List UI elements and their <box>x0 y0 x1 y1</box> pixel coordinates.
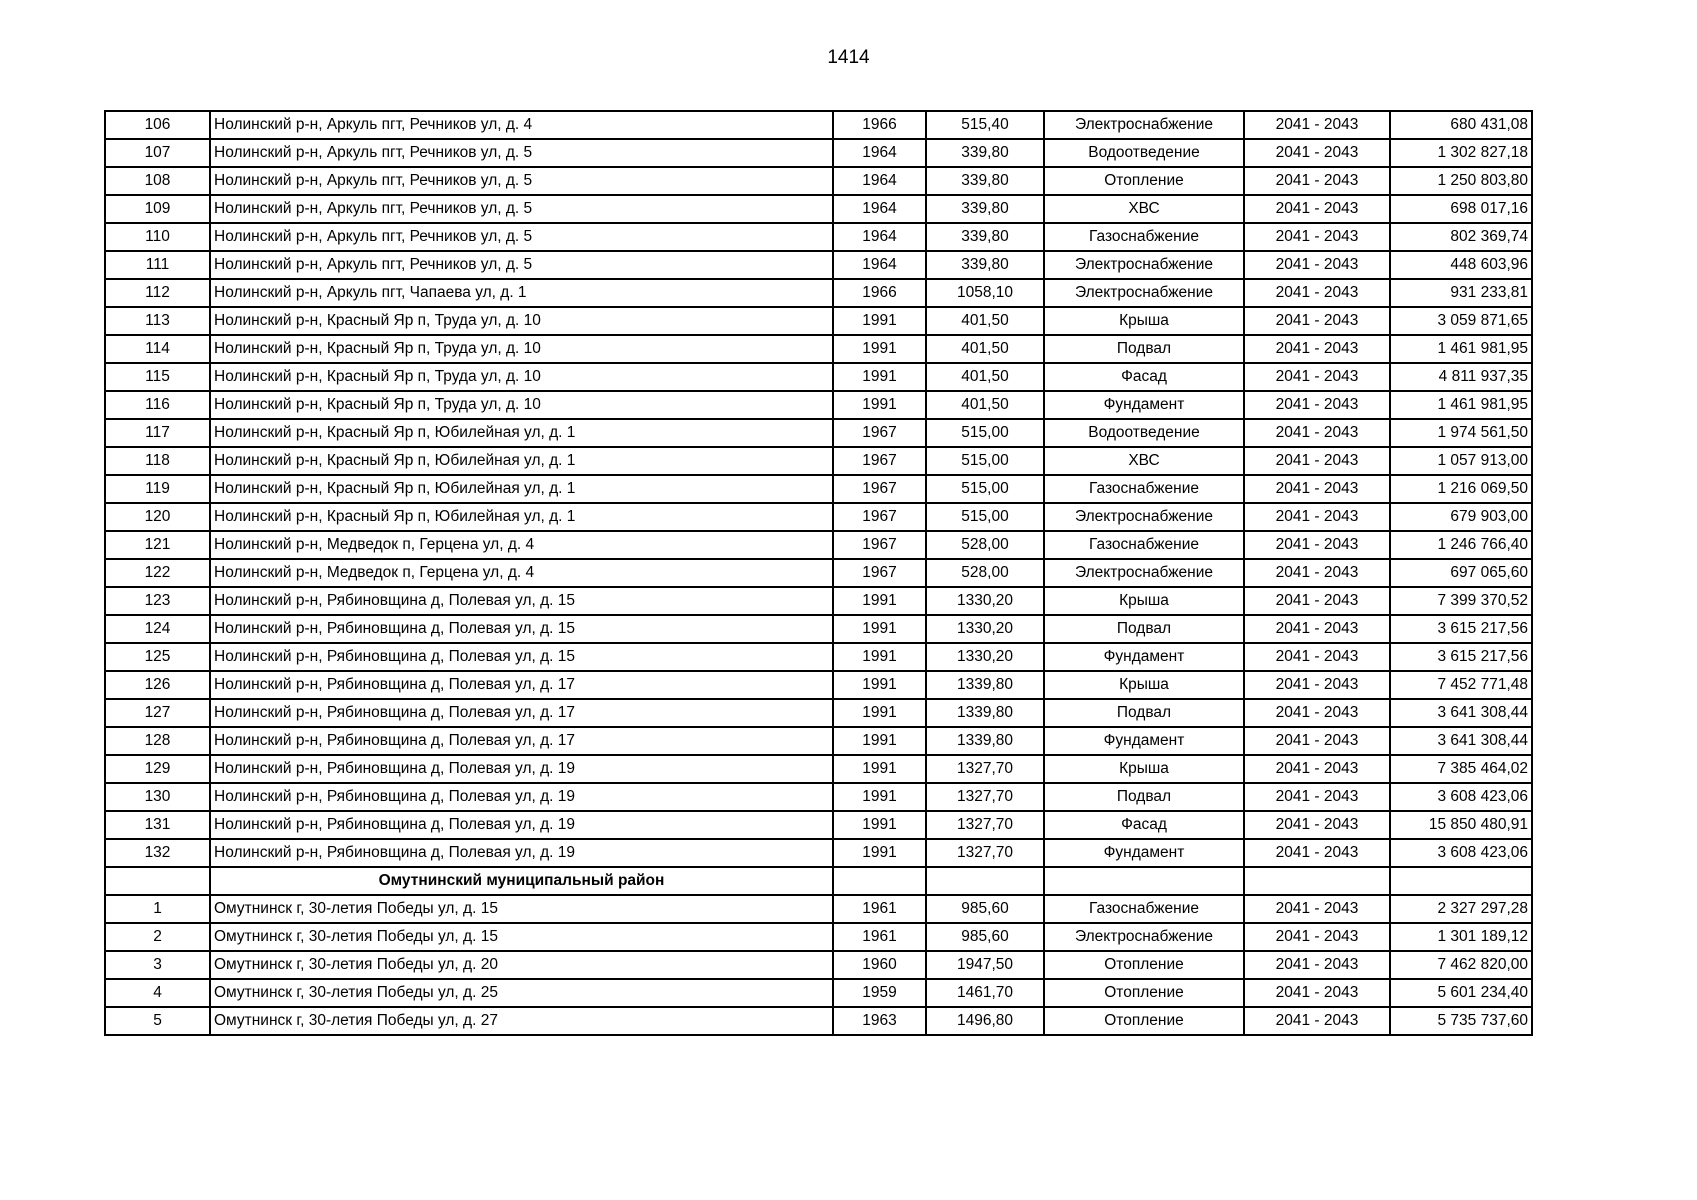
period-cell: 2041 - 2043 <box>1244 419 1390 447</box>
work-type-cell: Отопление <box>1044 1007 1244 1035</box>
area-cell: 515,00 <box>926 447 1044 475</box>
table-row <box>105 419 1532 447</box>
page-number: 1414 <box>827 47 870 68</box>
address-cell: Нолинский р-н, Рябиновщина д, Полевая ул, д. 19 <box>210 783 833 811</box>
area-cell: 401,50 <box>926 307 1044 335</box>
cost-cell: 1 250 803,80 <box>1390 167 1532 195</box>
area-cell: 1330,20 <box>926 587 1044 615</box>
area-cell: 1330,20 <box>926 643 1044 671</box>
row-number: 112 <box>105 279 210 307</box>
period-cell: 2041 - 2043 <box>1244 223 1390 251</box>
row-number: 125 <box>105 643 210 671</box>
table-row <box>105 923 1532 951</box>
table-row <box>105 335 1532 363</box>
work-type-cell: Крыша <box>1044 307 1244 335</box>
area-cell: 1327,70 <box>926 755 1044 783</box>
year-cell: 1991 <box>833 811 926 839</box>
table-row <box>105 559 1532 587</box>
address-cell: Нолинский р-н, Рябиновщина д, Полевая ул, д. 15 <box>210 643 833 671</box>
area-cell: 339,80 <box>926 223 1044 251</box>
cost-cell: 2 327 297,28 <box>1390 895 1532 923</box>
address-cell: Нолинский р-н, Рябиновщина д, Полевая ул, д. 19 <box>210 839 833 867</box>
year-cell: 1991 <box>833 671 926 699</box>
table-row <box>105 783 1532 811</box>
area-cell: 1058,10 <box>926 279 1044 307</box>
table-row <box>105 391 1532 419</box>
cost-cell: 5 601 234,40 <box>1390 979 1532 1007</box>
row-number: 113 <box>105 307 210 335</box>
row-number: 110 <box>105 223 210 251</box>
table-row <box>105 671 1532 699</box>
year-cell: 1964 <box>833 139 926 167</box>
row-number: 124 <box>105 615 210 643</box>
period-cell: 2041 - 2043 <box>1244 475 1390 503</box>
table-row <box>105 279 1532 307</box>
year-cell: 1964 <box>833 251 926 279</box>
address-cell: Нолинский р-н, Аркуль пгт, Речников ул, д. 4 <box>210 111 833 139</box>
area-cell: 515,40 <box>926 111 1044 139</box>
row-number: 131 <box>105 811 210 839</box>
period-cell: 2041 - 2043 <box>1244 643 1390 671</box>
work-type-cell: Фундамент <box>1044 839 1244 867</box>
table-body <box>105 111 1532 1035</box>
year-cell: 1964 <box>833 223 926 251</box>
table-row <box>105 699 1532 727</box>
period-cell: 2041 - 2043 <box>1244 559 1390 587</box>
work-type-cell: Электроснабжение <box>1044 559 1244 587</box>
address-cell: Омутнинск г, 30-летия Победы ул, д. 15 <box>210 895 833 923</box>
work-type-cell: Электроснабжение <box>1044 923 1244 951</box>
period-cell: 2041 - 2043 <box>1244 363 1390 391</box>
work-type-cell: Отопление <box>1044 979 1244 1007</box>
work-type-cell: Подвал <box>1044 699 1244 727</box>
cost-cell: 7 399 370,52 <box>1390 587 1532 615</box>
address-cell: Нолинский р-н, Красный Яр п, Труда ул, д. 10 <box>210 335 833 363</box>
cost-cell: 1 057 913,00 <box>1390 447 1532 475</box>
row-number: 115 <box>105 363 210 391</box>
work-type-cell: ХВС <box>1044 195 1244 223</box>
work-type-cell: Подвал <box>1044 783 1244 811</box>
year-cell: 1991 <box>833 727 926 755</box>
area-cell: 401,50 <box>926 335 1044 363</box>
period-cell: 2041 - 2043 <box>1244 167 1390 195</box>
work-type-cell: Газоснабжение <box>1044 475 1244 503</box>
area-cell: 339,80 <box>926 167 1044 195</box>
work-type-cell: Электроснабжение <box>1044 279 1244 307</box>
row-number <box>105 867 210 895</box>
year-cell: 1959 <box>833 979 926 1007</box>
row-number: 129 <box>105 755 210 783</box>
table-row <box>105 447 1532 475</box>
period-cell: 2041 - 2043 <box>1244 951 1390 979</box>
address-cell: Нолинский р-н, Медведок п, Герцена ул, д. 4 <box>210 531 833 559</box>
period-cell: 2041 - 2043 <box>1244 839 1390 867</box>
table-row <box>105 839 1532 867</box>
table-row <box>105 363 1532 391</box>
work-type-cell: Газоснабжение <box>1044 531 1244 559</box>
row-number: 117 <box>105 419 210 447</box>
table-row <box>105 111 1532 139</box>
period-cell: 2041 - 2043 <box>1244 783 1390 811</box>
cost-cell: 5 735 737,60 <box>1390 1007 1532 1035</box>
period-cell: 2041 - 2043 <box>1244 979 1390 1007</box>
period-cell: 2041 - 2043 <box>1244 615 1390 643</box>
table-row <box>105 475 1532 503</box>
area-cell: 985,60 <box>926 895 1044 923</box>
work-type-cell: Газоснабжение <box>1044 223 1244 251</box>
cost-cell: 3 608 423,06 <box>1390 839 1532 867</box>
work-type-cell: Крыша <box>1044 587 1244 615</box>
address-cell: Нолинский р-н, Рябиновщина д, Полевая ул, д. 15 <box>210 615 833 643</box>
cost-cell: 3 641 308,44 <box>1390 727 1532 755</box>
work-type-cell: Фундамент <box>1044 727 1244 755</box>
area-cell: 339,80 <box>926 195 1044 223</box>
cost-cell: 679 903,00 <box>1390 503 1532 531</box>
address-cell: Нолинский р-н, Аркуль пгт, Речников ул, д. 5 <box>210 223 833 251</box>
period-cell: 2041 - 2043 <box>1244 279 1390 307</box>
table-row <box>105 755 1532 783</box>
row-number: 123 <box>105 587 210 615</box>
row-number: 109 <box>105 195 210 223</box>
address-cell: Нолинский р-н, Красный Яр п, Труда ул, д. 10 <box>210 391 833 419</box>
address-cell: Нолинский р-н, Красный Яр п, Юбилейная ул, д. 1 <box>210 447 833 475</box>
work-type-cell: Фасад <box>1044 811 1244 839</box>
period-cell: 2041 - 2043 <box>1244 503 1390 531</box>
area-cell: 401,50 <box>926 391 1044 419</box>
year-cell: 1991 <box>833 587 926 615</box>
area-cell: 339,80 <box>926 251 1044 279</box>
period-cell: 2041 - 2043 <box>1244 671 1390 699</box>
work-type-cell: Крыша <box>1044 755 1244 783</box>
work-type-cell: Крыша <box>1044 671 1244 699</box>
area-cell: 515,00 <box>926 419 1044 447</box>
year-cell: 1964 <box>833 195 926 223</box>
cost-cell: 1 974 561,50 <box>1390 419 1532 447</box>
area-cell: 1330,20 <box>926 615 1044 643</box>
year-cell: 1991 <box>833 615 926 643</box>
row-number: 114 <box>105 335 210 363</box>
cost-cell: 1 246 766,40 <box>1390 531 1532 559</box>
cost-cell: 3 608 423,06 <box>1390 783 1532 811</box>
table-row <box>105 139 1532 167</box>
table-row <box>105 531 1532 559</box>
cost-cell: 698 017,16 <box>1390 195 1532 223</box>
row-number: 132 <box>105 839 210 867</box>
row-number: 4 <box>105 979 210 1007</box>
row-number: 2 <box>105 923 210 951</box>
work-type-cell: Фундамент <box>1044 643 1244 671</box>
year-cell: 1991 <box>833 363 926 391</box>
address-cell: Нолинский р-н, Аркуль пгт, Речников ул, д. 5 <box>210 139 833 167</box>
address-cell: Нолинский р-н, Красный Яр п, Труда ул, д. 10 <box>210 363 833 391</box>
address-cell: Омутнинск г, 30-летия Победы ул, д. 20 <box>210 951 833 979</box>
address-cell: Нолинский р-н, Аркуль пгт, Речников ул, д. 5 <box>210 167 833 195</box>
work-type-cell: Газоснабжение <box>1044 895 1244 923</box>
section-title: Омутнинский муниципальный район <box>210 867 833 895</box>
table-row <box>105 195 1532 223</box>
table-row <box>105 587 1532 615</box>
row-number: 120 <box>105 503 210 531</box>
address-cell: Нолинский р-н, Аркуль пгт, Речников ул, д. 5 <box>210 251 833 279</box>
area-cell: 528,00 <box>926 531 1044 559</box>
cost-cell: 15 850 480,91 <box>1390 811 1532 839</box>
work-type-cell: Электроснабжение <box>1044 251 1244 279</box>
table-row <box>105 811 1532 839</box>
table-row <box>105 615 1532 643</box>
cost-cell: 3 615 217,56 <box>1390 643 1532 671</box>
row-number: 122 <box>105 559 210 587</box>
address-cell: Нолинский р-н, Красный Яр п, Труда ул, д. 10 <box>210 307 833 335</box>
year-cell: 1966 <box>833 111 926 139</box>
repair-schedule-table <box>104 110 1533 1036</box>
address-cell: Нолинский р-н, Рябиновщина д, Полевая ул, д. 17 <box>210 727 833 755</box>
period-cell: 2041 - 2043 <box>1244 307 1390 335</box>
area-cell: 1327,70 <box>926 811 1044 839</box>
cost-cell <box>1390 867 1532 895</box>
row-number: 118 <box>105 447 210 475</box>
row-number: 111 <box>105 251 210 279</box>
cost-cell: 1 301 189,12 <box>1390 923 1532 951</box>
area-cell: 1339,80 <box>926 727 1044 755</box>
row-number: 107 <box>105 139 210 167</box>
period-cell: 2041 - 2043 <box>1244 111 1390 139</box>
table-row <box>105 1007 1532 1035</box>
period-cell <box>1244 867 1390 895</box>
year-cell: 1967 <box>833 419 926 447</box>
area-cell: 528,00 <box>926 559 1044 587</box>
row-number: 5 <box>105 1007 210 1035</box>
area-cell: 1339,80 <box>926 699 1044 727</box>
area-cell <box>926 867 1044 895</box>
work-type-cell: Электроснабжение <box>1044 111 1244 139</box>
year-cell: 1967 <box>833 447 926 475</box>
row-number: 106 <box>105 111 210 139</box>
address-cell: Омутнинск г, 30-летия Победы ул, д. 27 <box>210 1007 833 1035</box>
row-number: 1 <box>105 895 210 923</box>
address-cell: Нолинский р-н, Рябиновщина д, Полевая ул, д. 17 <box>210 671 833 699</box>
area-cell: 515,00 <box>926 503 1044 531</box>
address-cell: Нолинский р-н, Рябиновщина д, Полевая ул, д. 17 <box>210 699 833 727</box>
cost-cell: 802 369,74 <box>1390 223 1532 251</box>
cost-cell: 3 059 871,65 <box>1390 307 1532 335</box>
area-cell: 339,80 <box>926 139 1044 167</box>
row-number: 119 <box>105 475 210 503</box>
period-cell: 2041 - 2043 <box>1244 531 1390 559</box>
table-row <box>105 895 1532 923</box>
period-cell: 2041 - 2043 <box>1244 895 1390 923</box>
table-row <box>105 643 1532 671</box>
cost-cell: 931 233,81 <box>1390 279 1532 307</box>
cost-cell: 680 431,08 <box>1390 111 1532 139</box>
year-cell: 1991 <box>833 307 926 335</box>
period-cell: 2041 - 2043 <box>1244 1007 1390 1035</box>
period-cell: 2041 - 2043 <box>1244 335 1390 363</box>
year-cell: 1964 <box>833 167 926 195</box>
cost-cell: 1 461 981,95 <box>1390 391 1532 419</box>
period-cell: 2041 - 2043 <box>1244 587 1390 615</box>
area-cell: 1327,70 <box>926 783 1044 811</box>
cost-cell: 3 615 217,56 <box>1390 615 1532 643</box>
period-cell: 2041 - 2043 <box>1244 755 1390 783</box>
address-cell: Нолинский р-н, Красный Яр п, Юбилейная ул, д. 1 <box>210 503 833 531</box>
year-cell: 1966 <box>833 279 926 307</box>
period-cell: 2041 - 2043 <box>1244 923 1390 951</box>
cost-cell: 697 065,60 <box>1390 559 1532 587</box>
table-row <box>105 727 1532 755</box>
work-type-cell: Подвал <box>1044 335 1244 363</box>
work-type-cell: Фундамент <box>1044 391 1244 419</box>
work-type-cell: Отопление <box>1044 951 1244 979</box>
address-cell: Нолинский р-н, Рябиновщина д, Полевая ул, д. 19 <box>210 755 833 783</box>
year-cell: 1991 <box>833 335 926 363</box>
year-cell: 1960 <box>833 951 926 979</box>
row-number: 116 <box>105 391 210 419</box>
cost-cell: 1 302 827,18 <box>1390 139 1532 167</box>
table-row <box>105 167 1532 195</box>
work-type-cell: Электроснабжение <box>1044 503 1244 531</box>
year-cell: 1961 <box>833 895 926 923</box>
table-row <box>105 223 1532 251</box>
area-cell: 985,60 <box>926 923 1044 951</box>
row-number: 126 <box>105 671 210 699</box>
year-cell: 1967 <box>833 559 926 587</box>
cost-cell: 3 641 308,44 <box>1390 699 1532 727</box>
area-cell: 1327,70 <box>926 839 1044 867</box>
cost-cell: 7 452 771,48 <box>1390 671 1532 699</box>
address-cell: Нолинский р-н, Рябиновщина д, Полевая ул, д. 15 <box>210 587 833 615</box>
period-cell: 2041 - 2043 <box>1244 251 1390 279</box>
address-cell: Нолинский р-н, Красный Яр п, Юбилейная ул, д. 1 <box>210 475 833 503</box>
work-type-cell: Водоотведение <box>1044 419 1244 447</box>
year-cell: 1967 <box>833 531 926 559</box>
year-cell: 1991 <box>833 699 926 727</box>
cost-cell: 7 385 464,02 <box>1390 755 1532 783</box>
year-cell: 1963 <box>833 1007 926 1035</box>
area-cell: 1496,80 <box>926 1007 1044 1035</box>
address-cell: Нолинский р-н, Рябиновщина д, Полевая ул, д. 19 <box>210 811 833 839</box>
cost-cell: 4 811 937,35 <box>1390 363 1532 391</box>
row-number: 108 <box>105 167 210 195</box>
year-cell: 1967 <box>833 503 926 531</box>
row-number: 130 <box>105 783 210 811</box>
address-cell: Нолинский р-н, Аркуль пгт, Речников ул, д. 5 <box>210 195 833 223</box>
address-cell: Омутнинск г, 30-летия Победы ул, д. 15 <box>210 923 833 951</box>
period-cell: 2041 - 2043 <box>1244 699 1390 727</box>
work-type-cell: Водоотведение <box>1044 139 1244 167</box>
period-cell: 2041 - 2043 <box>1244 811 1390 839</box>
row-number: 127 <box>105 699 210 727</box>
table-row <box>105 251 1532 279</box>
year-cell: 1991 <box>833 643 926 671</box>
work-type-cell <box>1044 867 1244 895</box>
cost-cell: 1 216 069,50 <box>1390 475 1532 503</box>
area-cell: 1461,70 <box>926 979 1044 1007</box>
year-cell: 1991 <box>833 783 926 811</box>
address-cell: Нолинский р-н, Красный Яр п, Юбилейная ул, д. 1 <box>210 419 833 447</box>
period-cell: 2041 - 2043 <box>1244 727 1390 755</box>
work-type-cell: Отопление <box>1044 167 1244 195</box>
period-cell: 2041 - 2043 <box>1244 139 1390 167</box>
address-cell: Омутнинск г, 30-летия Победы ул, д. 25 <box>210 979 833 1007</box>
year-cell: 1961 <box>833 923 926 951</box>
area-cell: 401,50 <box>926 363 1044 391</box>
address-cell: Нолинский р-н, Аркуль пгт, Чапаева ул, д. 1 <box>210 279 833 307</box>
table-row <box>105 503 1532 531</box>
cost-cell: 448 603,96 <box>1390 251 1532 279</box>
work-type-cell: Фасад <box>1044 363 1244 391</box>
year-cell: 1991 <box>833 839 926 867</box>
year-cell: 1991 <box>833 755 926 783</box>
year-cell: 1967 <box>833 475 926 503</box>
table-row <box>105 951 1532 979</box>
period-cell: 2041 - 2043 <box>1244 391 1390 419</box>
address-cell: Нолинский р-н, Медведок п, Герцена ул, д. 4 <box>210 559 833 587</box>
cost-cell: 1 461 981,95 <box>1390 335 1532 363</box>
year-cell: 1991 <box>833 391 926 419</box>
table-row <box>105 307 1532 335</box>
area-cell: 1339,80 <box>926 671 1044 699</box>
year-cell <box>833 867 926 895</box>
period-cell: 2041 - 2043 <box>1244 447 1390 475</box>
work-type-cell: ХВС <box>1044 447 1244 475</box>
work-type-cell: Подвал <box>1044 615 1244 643</box>
section-header-row <box>105 867 1532 895</box>
row-number: 121 <box>105 531 210 559</box>
row-number: 3 <box>105 951 210 979</box>
row-number: 128 <box>105 727 210 755</box>
area-cell: 1947,50 <box>926 951 1044 979</box>
table-row <box>105 979 1532 1007</box>
area-cell: 515,00 <box>926 475 1044 503</box>
cost-cell: 7 462 820,00 <box>1390 951 1532 979</box>
period-cell: 2041 - 2043 <box>1244 195 1390 223</box>
